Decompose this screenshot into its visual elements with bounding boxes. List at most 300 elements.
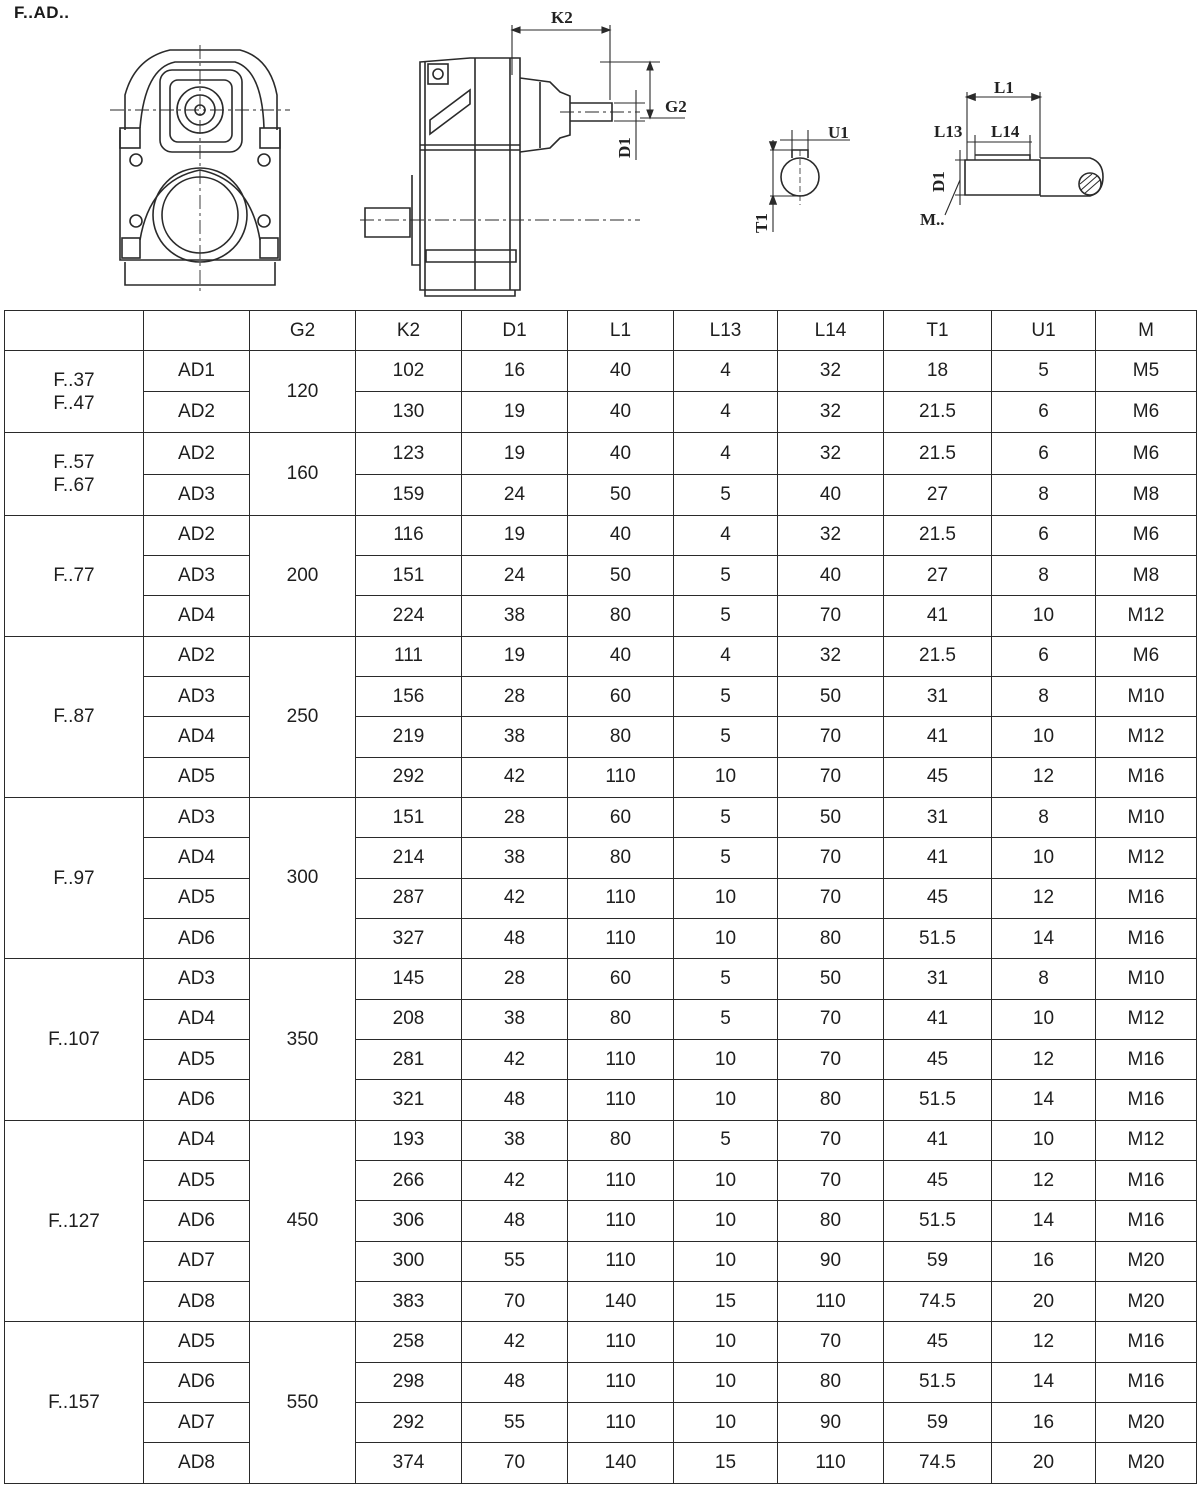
value-cell: 70 (778, 878, 884, 918)
table-row (5, 515, 1197, 555)
value-cell: 50 (778, 677, 884, 717)
value-cell: 110 (568, 1362, 674, 1402)
table-row (5, 1040, 1197, 1080)
value-cell: 40 (568, 351, 674, 392)
value-cell: M16 (1096, 1080, 1197, 1120)
value-cell: 19 (462, 515, 568, 555)
value-cell: 10 (992, 717, 1096, 757)
value-cell: 51.5 (884, 919, 992, 959)
value-cell: 40 (568, 392, 674, 433)
technical-drawings (0, 0, 1200, 305)
column-header: G2 (250, 311, 356, 351)
table-row (5, 999, 1197, 1039)
value-cell: 70 (778, 1040, 884, 1080)
table-row (5, 1120, 1197, 1160)
column-header: L1 (568, 311, 674, 351)
value-cell: 4 (674, 351, 778, 392)
value-cell: M6 (1096, 515, 1197, 555)
adapter-cell: AD7 (144, 1241, 250, 1281)
table-row (5, 1241, 1197, 1281)
table-row (5, 1403, 1197, 1443)
value-cell: 130 (356, 392, 462, 433)
table-row (5, 838, 1197, 878)
column-header: M (1096, 311, 1197, 351)
value-cell: 4 (674, 636, 778, 676)
value-cell: 4 (674, 515, 778, 555)
value-cell: 10 (992, 596, 1096, 636)
adapter-cell: AD5 (144, 757, 250, 797)
value-cell: M20 (1096, 1443, 1197, 1484)
value-cell: 80 (778, 1362, 884, 1402)
value-cell: 145 (356, 959, 462, 999)
value-cell: 38 (462, 838, 568, 878)
value-cell: 80 (568, 999, 674, 1039)
table-row (5, 556, 1197, 596)
value-cell: 110 (778, 1282, 884, 1322)
value-cell: 12 (992, 1161, 1096, 1201)
series-name: F..97 (53, 867, 95, 889)
value-cell: 21.5 (884, 433, 992, 474)
value-cell: M6 (1096, 433, 1197, 474)
value-cell: 41 (884, 717, 992, 757)
value-cell: M10 (1096, 798, 1197, 838)
value-cell: 40 (778, 556, 884, 596)
value-cell: 10 (674, 1201, 778, 1241)
adapter-cell: AD8 (144, 1282, 250, 1322)
value-cell: 10 (674, 1161, 778, 1201)
value-cell: M12 (1096, 717, 1197, 757)
series-name: F..67 (53, 475, 95, 497)
value-cell: 123 (356, 433, 462, 474)
value-cell: 20 (992, 1282, 1096, 1322)
value-cell: 110 (568, 919, 674, 959)
value-cell: M12 (1096, 596, 1197, 636)
value-cell: 292 (356, 1403, 462, 1443)
drawings-svg (0, 0, 1200, 305)
adapter-cell: AD2 (144, 433, 250, 474)
g2-cell: 200 (250, 515, 356, 636)
value-cell: 42 (462, 1040, 568, 1080)
value-cell: M20 (1096, 1403, 1197, 1443)
value-cell: 5 (674, 474, 778, 515)
value-cell: 156 (356, 677, 462, 717)
value-cell: M12 (1096, 999, 1197, 1039)
value-cell: M6 (1096, 392, 1197, 433)
value-cell: 14 (992, 919, 1096, 959)
value-cell: 224 (356, 596, 462, 636)
adapter-cell: AD4 (144, 1120, 250, 1160)
value-cell: 8 (992, 677, 1096, 717)
value-cell: 38 (462, 1120, 568, 1160)
value-cell: 70 (462, 1443, 568, 1484)
value-cell: 8 (992, 474, 1096, 515)
d1-shaft-label: D1 (929, 171, 948, 192)
value-cell: 70 (462, 1282, 568, 1322)
value-cell: 70 (778, 596, 884, 636)
value-cell: 45 (884, 1161, 992, 1201)
value-cell: 110 (568, 757, 674, 797)
value-cell: 102 (356, 351, 462, 392)
series-cell (5, 798, 144, 959)
value-cell: 51.5 (884, 1201, 992, 1241)
value-cell: 28 (462, 959, 568, 999)
value-cell: 6 (992, 515, 1096, 555)
g2-label: G2 (665, 97, 687, 116)
value-cell: 48 (462, 1362, 568, 1402)
value-cell: M8 (1096, 474, 1197, 515)
value-cell: 27 (884, 474, 992, 515)
value-cell: 70 (778, 1161, 884, 1201)
value-cell: 110 (568, 1322, 674, 1362)
series-name: F..157 (48, 1392, 100, 1414)
adapter-cell: AD3 (144, 959, 250, 999)
l1-label: L1 (994, 78, 1014, 97)
value-cell: 214 (356, 838, 462, 878)
value-cell: 32 (778, 433, 884, 474)
value-cell: 110 (568, 1040, 674, 1080)
table-row (5, 717, 1197, 757)
value-cell: 41 (884, 999, 992, 1039)
value-cell: M16 (1096, 757, 1197, 797)
value-cell: 38 (462, 717, 568, 757)
g2-cell: 250 (250, 636, 356, 797)
value-cell: 70 (778, 838, 884, 878)
value-cell: 40 (568, 515, 674, 555)
value-cell: 110 (568, 1161, 674, 1201)
l14-label: L14 (991, 122, 1020, 141)
value-cell: 50 (778, 959, 884, 999)
value-cell: 16 (462, 351, 568, 392)
value-cell: 19 (462, 392, 568, 433)
value-cell: 12 (992, 1322, 1096, 1362)
adapter-cell: AD5 (144, 1161, 250, 1201)
table-row (5, 677, 1197, 717)
value-cell: 10 (674, 1362, 778, 1402)
value-cell: 31 (884, 677, 992, 717)
value-cell: 12 (992, 878, 1096, 918)
value-cell: 14 (992, 1080, 1096, 1120)
table-row (5, 392, 1197, 433)
value-cell: 219 (356, 717, 462, 757)
value-cell: 151 (356, 556, 462, 596)
value-cell: 15 (674, 1282, 778, 1322)
k2-label: K2 (551, 8, 573, 27)
value-cell: 21.5 (884, 515, 992, 555)
value-cell: 5 (674, 677, 778, 717)
value-cell: M8 (1096, 556, 1197, 596)
value-cell: 10 (674, 1080, 778, 1120)
value-cell: M20 (1096, 1241, 1197, 1281)
d1-side-label: D1 (615, 137, 634, 158)
column-header: L13 (674, 311, 778, 351)
adapter-cell: AD2 (144, 392, 250, 433)
value-cell: 40 (568, 636, 674, 676)
value-cell: 41 (884, 596, 992, 636)
value-cell: 321 (356, 1080, 462, 1120)
value-cell: 8 (992, 556, 1096, 596)
value-cell: 10 (674, 1403, 778, 1443)
adapter-cell: AD3 (144, 798, 250, 838)
value-cell: 48 (462, 1201, 568, 1241)
value-cell: 80 (568, 1120, 674, 1160)
adapter-cell: AD5 (144, 1040, 250, 1080)
value-cell: 28 (462, 677, 568, 717)
value-cell: 45 (884, 1040, 992, 1080)
t1-label: T1 (752, 213, 771, 233)
value-cell: 31 (884, 959, 992, 999)
value-cell: 10 (674, 1241, 778, 1281)
column-header: L14 (778, 311, 884, 351)
value-cell: 55 (462, 1403, 568, 1443)
table-row (5, 798, 1197, 838)
page-title: F..AD.. (14, 3, 70, 22)
adapter-cell: AD3 (144, 556, 250, 596)
column-header: U1 (992, 311, 1096, 351)
value-cell: 42 (462, 878, 568, 918)
value-cell: 5 (674, 596, 778, 636)
value-cell: 60 (568, 677, 674, 717)
value-cell: 16 (992, 1241, 1096, 1281)
value-cell: 116 (356, 515, 462, 555)
value-cell: 80 (778, 1080, 884, 1120)
table-row (5, 1362, 1197, 1402)
column-header: T1 (884, 311, 992, 351)
value-cell: 70 (778, 717, 884, 757)
table-row (5, 1322, 1197, 1362)
value-cell: 12 (992, 1040, 1096, 1080)
value-cell: 59 (884, 1241, 992, 1281)
table-body (5, 351, 1197, 1484)
value-cell: 27 (884, 556, 992, 596)
series-name: F..77 (53, 565, 95, 587)
value-cell: 41 (884, 838, 992, 878)
value-cell: 140 (568, 1282, 674, 1322)
value-cell: 40 (778, 474, 884, 515)
adapter-cell: AD6 (144, 1362, 250, 1402)
value-cell: 5 (674, 556, 778, 596)
value-cell: M12 (1096, 838, 1197, 878)
adapter-cell: AD5 (144, 878, 250, 918)
series-name: F..127 (48, 1210, 100, 1232)
table-row (5, 596, 1197, 636)
value-cell: 300 (356, 1241, 462, 1281)
value-cell: M5 (1096, 351, 1197, 392)
value-cell: 110 (568, 1241, 674, 1281)
value-cell: 42 (462, 1161, 568, 1201)
value-cell: 32 (778, 515, 884, 555)
adapter-cell: AD6 (144, 1080, 250, 1120)
column-header (5, 311, 144, 351)
value-cell: M16 (1096, 1322, 1197, 1362)
value-cell: 50 (568, 556, 674, 596)
value-cell: 5 (674, 838, 778, 878)
value-cell: 24 (462, 556, 568, 596)
series-cell (5, 636, 144, 797)
value-cell: M20 (1096, 1282, 1197, 1322)
table-row (5, 636, 1197, 676)
value-cell: 70 (778, 757, 884, 797)
value-cell: 70 (778, 999, 884, 1039)
g2-cell: 300 (250, 798, 356, 959)
value-cell: 159 (356, 474, 462, 515)
series-name: F..47 (53, 392, 95, 414)
value-cell: 110 (568, 1201, 674, 1241)
value-cell: 60 (568, 959, 674, 999)
value-cell: 5 (992, 351, 1096, 392)
value-cell: M16 (1096, 1161, 1197, 1201)
value-cell: 74.5 (884, 1282, 992, 1322)
series-cell (5, 351, 144, 433)
value-cell: 42 (462, 757, 568, 797)
value-cell: 38 (462, 596, 568, 636)
value-cell: 10 (674, 919, 778, 959)
g2-cell: 160 (250, 433, 356, 515)
value-cell: 48 (462, 919, 568, 959)
series-cell (5, 515, 144, 636)
value-cell: 70 (778, 1322, 884, 1362)
value-cell: 28 (462, 798, 568, 838)
adapter-cell: AD2 (144, 636, 250, 676)
adapter-cell: AD1 (144, 351, 250, 392)
value-cell: 208 (356, 999, 462, 1039)
value-cell: M16 (1096, 919, 1197, 959)
value-cell: 40 (568, 433, 674, 474)
value-cell: 31 (884, 798, 992, 838)
value-cell: 45 (884, 1322, 992, 1362)
adapter-cell: AD4 (144, 999, 250, 1039)
value-cell: 10 (992, 999, 1096, 1039)
value-cell: M16 (1096, 1362, 1197, 1402)
table-row (5, 351, 1197, 392)
value-cell: 6 (992, 636, 1096, 676)
table-header (5, 311, 1197, 351)
value-cell: M16 (1096, 1040, 1197, 1080)
value-cell: 45 (884, 757, 992, 797)
m-label: M.. (920, 210, 945, 229)
value-cell: 287 (356, 878, 462, 918)
value-cell: 16 (992, 1403, 1096, 1443)
shaft-drawing (945, 92, 1103, 215)
table-row (5, 959, 1197, 999)
value-cell: 19 (462, 636, 568, 676)
series-cell (5, 959, 144, 1120)
value-cell: 327 (356, 919, 462, 959)
value-cell: 80 (568, 838, 674, 878)
value-cell: 4 (674, 392, 778, 433)
value-cell: 32 (778, 392, 884, 433)
value-cell: 383 (356, 1282, 462, 1322)
table-row (5, 1161, 1197, 1201)
value-cell: 266 (356, 1161, 462, 1201)
value-cell: M10 (1096, 959, 1197, 999)
value-cell: 19 (462, 433, 568, 474)
value-cell: 59 (884, 1403, 992, 1443)
table-row (5, 433, 1197, 474)
header-row (5, 311, 1197, 351)
value-cell: 110 (778, 1443, 884, 1484)
value-cell: 14 (992, 1362, 1096, 1402)
value-cell: 10 (674, 1040, 778, 1080)
value-cell: 10 (674, 757, 778, 797)
value-cell: 8 (992, 959, 1096, 999)
value-cell: 5 (674, 999, 778, 1039)
k2-dimension-lines (512, 25, 610, 100)
value-cell: 55 (462, 1241, 568, 1281)
value-cell: 5 (674, 1120, 778, 1160)
value-cell: 281 (356, 1040, 462, 1080)
value-cell: 51.5 (884, 1362, 992, 1402)
value-cell: M6 (1096, 636, 1197, 676)
value-cell: 111 (356, 636, 462, 676)
value-cell: 80 (568, 717, 674, 757)
series-name: F..37 (53, 369, 95, 391)
value-cell: 60 (568, 798, 674, 838)
value-cell: M16 (1096, 1201, 1197, 1241)
value-cell: 50 (568, 474, 674, 515)
table-row (5, 919, 1197, 959)
adapter-cell: AD4 (144, 596, 250, 636)
value-cell: 80 (778, 1201, 884, 1241)
table-row (5, 474, 1197, 515)
value-cell: 45 (884, 878, 992, 918)
value-cell: M12 (1096, 1120, 1197, 1160)
value-cell: 74.5 (884, 1443, 992, 1484)
column-header: K2 (356, 311, 462, 351)
adapter-cell: AD8 (144, 1443, 250, 1484)
value-cell: 18 (884, 351, 992, 392)
value-cell: 5 (674, 798, 778, 838)
adapter-cell: AD6 (144, 919, 250, 959)
value-cell: 5 (674, 959, 778, 999)
adapter-cell: AD3 (144, 677, 250, 717)
g2-cell: 550 (250, 1322, 356, 1484)
table-row (5, 1201, 1197, 1241)
table-row (5, 1282, 1197, 1322)
g2-cell: 450 (250, 1120, 356, 1322)
value-cell: 50 (778, 798, 884, 838)
value-cell: 21.5 (884, 392, 992, 433)
adapter-cell: AD4 (144, 838, 250, 878)
value-cell: 32 (778, 636, 884, 676)
value-cell: 258 (356, 1322, 462, 1362)
l13-label: L13 (934, 122, 963, 141)
value-cell: 10 (992, 1120, 1096, 1160)
g2-cell: 350 (250, 959, 356, 1120)
value-cell: 21.5 (884, 636, 992, 676)
table-row (5, 757, 1197, 797)
adapter-cell: AD5 (144, 1322, 250, 1362)
value-cell: 110 (568, 878, 674, 918)
series-cell (5, 433, 144, 515)
value-cell: 90 (778, 1403, 884, 1443)
value-cell: 10 (992, 838, 1096, 878)
table-row (5, 878, 1197, 918)
adapter-cell: AD3 (144, 474, 250, 515)
value-cell: 374 (356, 1443, 462, 1484)
adapter-cell: AD2 (144, 515, 250, 555)
value-cell: 151 (356, 798, 462, 838)
value-cell: 298 (356, 1362, 462, 1402)
adapter-cell: AD6 (144, 1201, 250, 1241)
value-cell: 80 (568, 596, 674, 636)
value-cell: 8 (992, 798, 1096, 838)
adapter-cell: AD4 (144, 717, 250, 757)
series-cell (5, 1120, 144, 1322)
value-cell: 24 (462, 474, 568, 515)
value-cell: 80 (778, 919, 884, 959)
value-cell: 90 (778, 1241, 884, 1281)
value-cell: 38 (462, 999, 568, 1039)
